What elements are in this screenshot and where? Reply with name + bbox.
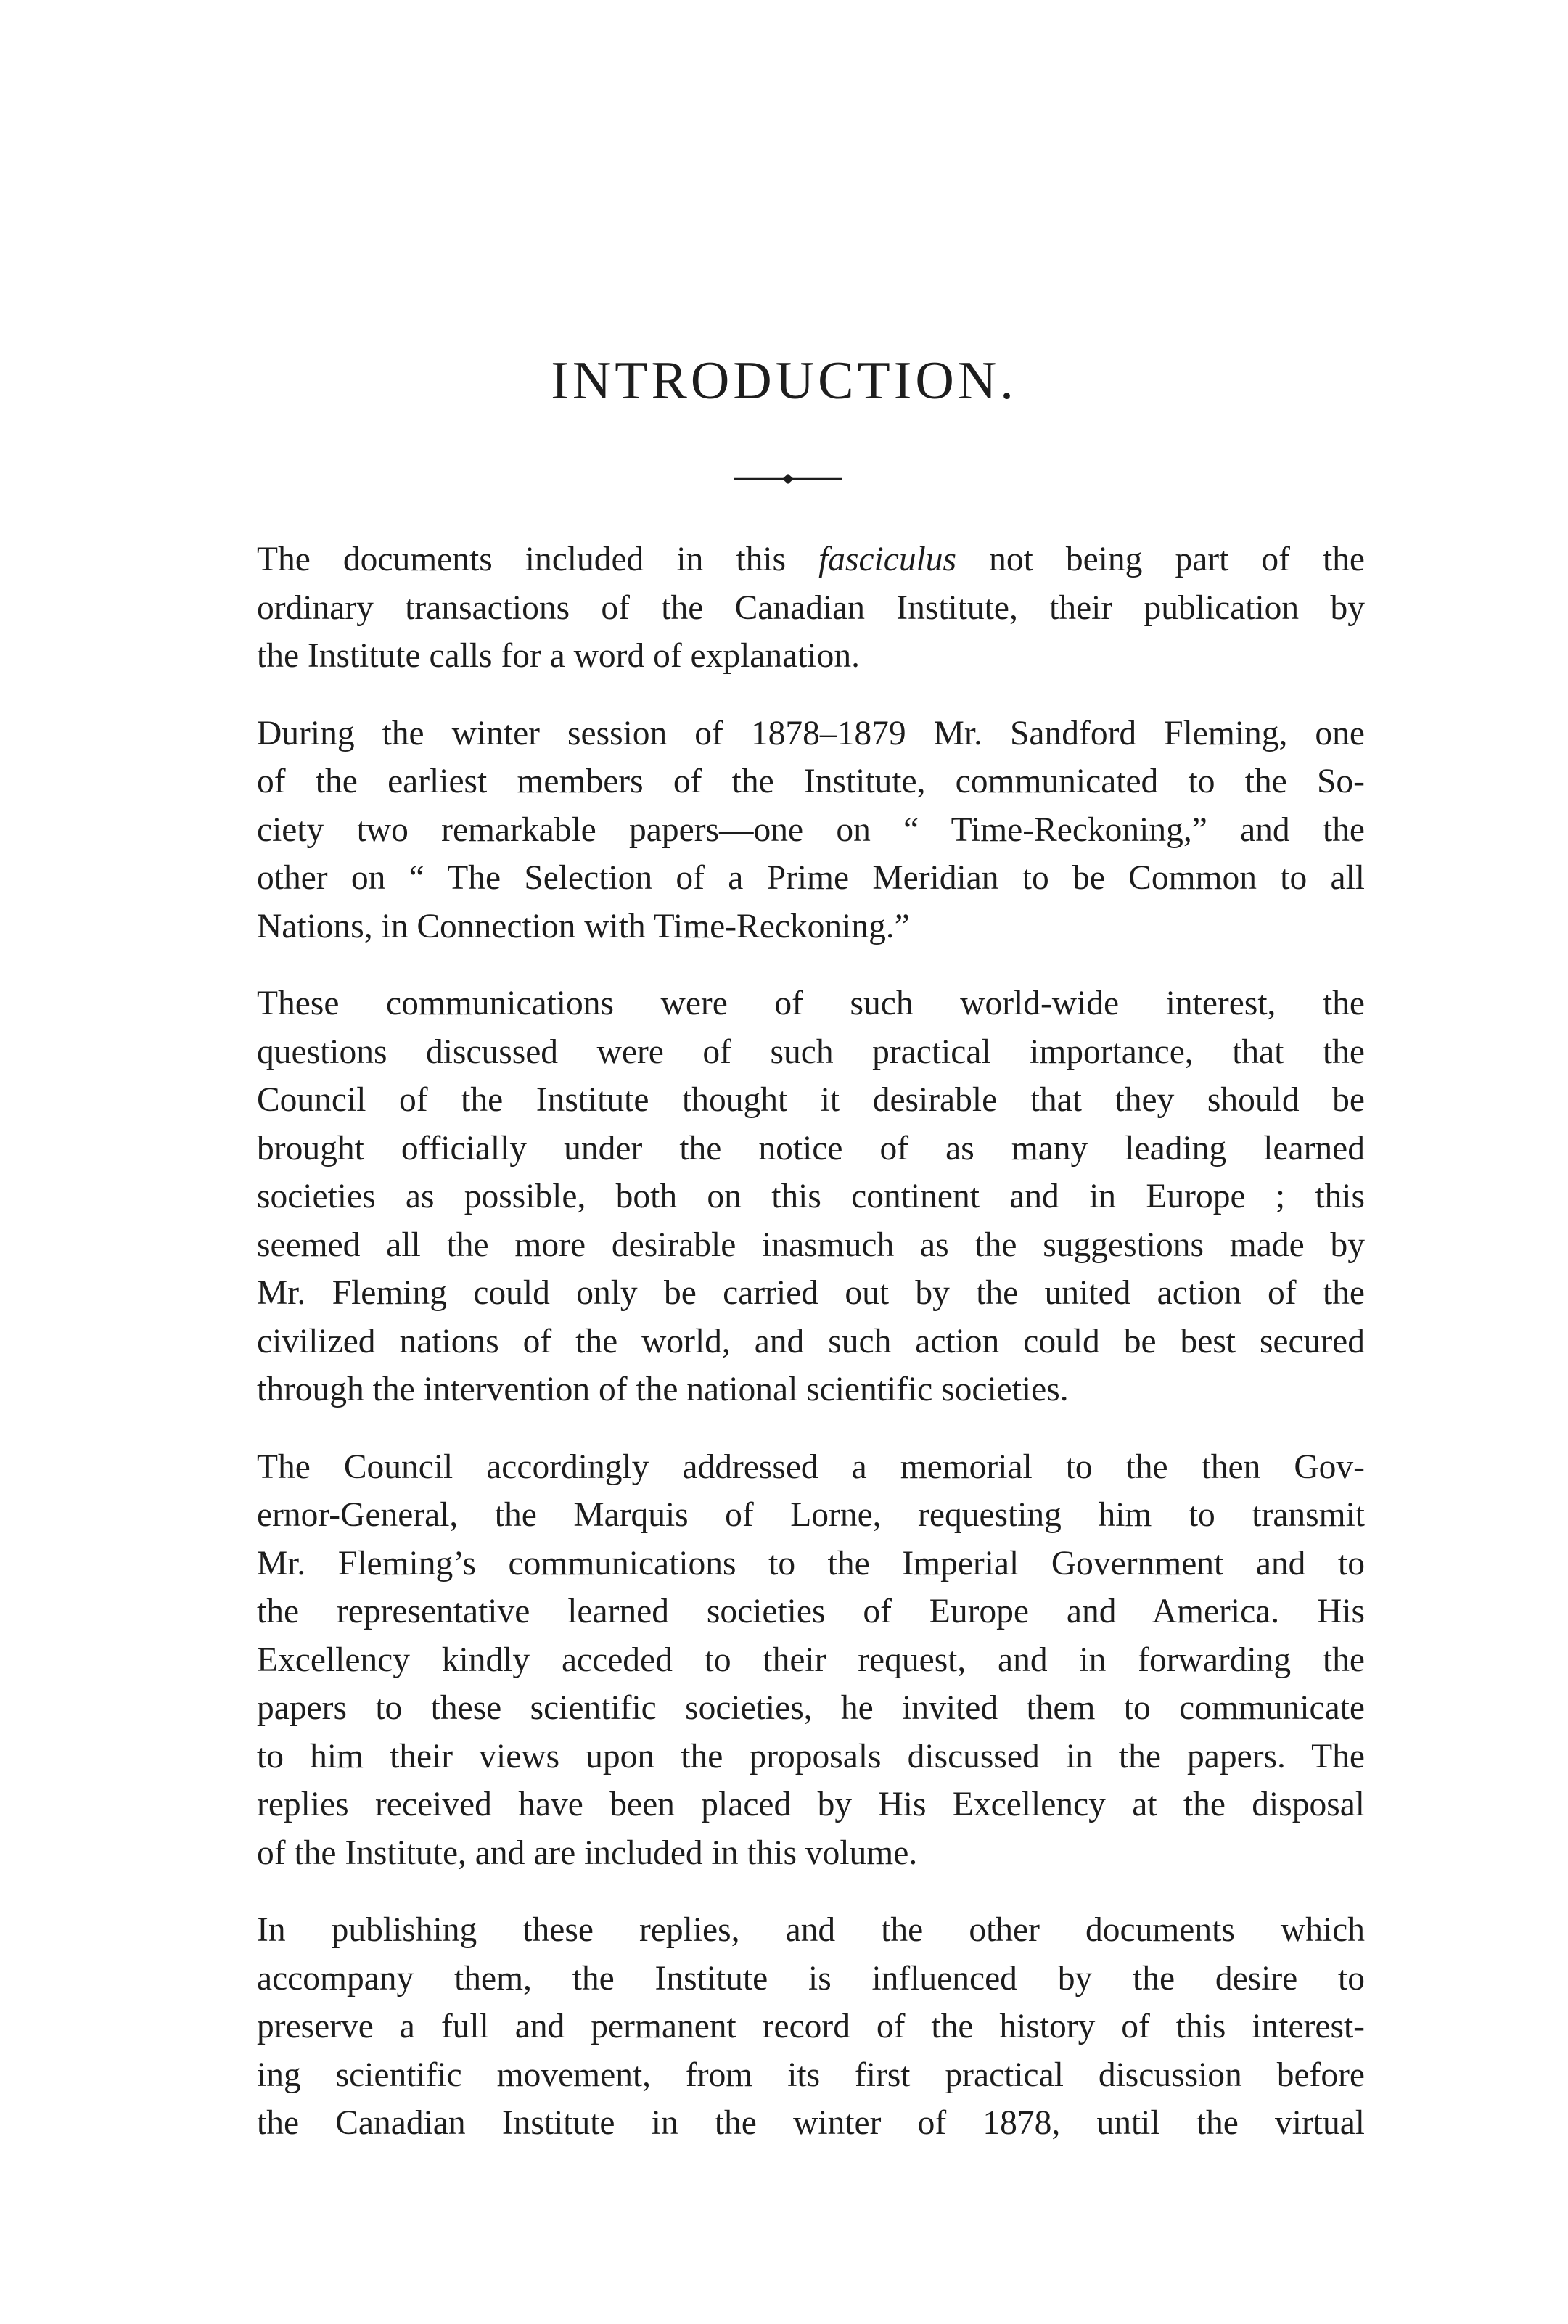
text-run: preserve a full and permanent record of the history of this interest- [257,2008,1365,2045]
text-run: through the intervention of the national scientific societies. [257,1371,1069,1408]
text-run: of the Institute, and are included in this volume. [257,1834,918,1872]
text-line [215,710,1365,758]
paragraph [215,1443,1365,1878]
text-line [215,1366,1365,1414]
text-run: civilized nations of the world, and such action could be best secured [257,1322,1365,1360]
text-run: other on “ The Selection of a Prime Meridian to be Common to all [257,859,1365,897]
text-run: The documents included in this [257,541,819,578]
text-line [215,1906,1365,1955]
text-run: seemed all the more desirable inasmuch as the suggestions made by [257,1225,1365,1264]
text-run: the representative learned societies of Europe and America. His [257,1593,1365,1630]
text-run: the Canadian Institute in the winter of 1878, until the virtual [257,2104,1365,2142]
text-line [215,854,1365,903]
paragraph [215,710,1365,951]
text-run: Excellency kindly acceded to their request, and in forwarding the [257,1641,1365,1679]
text-run: ernor-General, the Marquis of Lorne, requesting him to transmit [257,1496,1365,1534]
text-run: Mr. Fleming could only be carried out by the united action of the [257,1274,1365,1312]
text-line [215,1540,1365,1588]
paragraph [215,1906,1365,2148]
text-run: to him their views upon the proposals discussed in the papers. The [257,1737,1365,1775]
text-line [215,1173,1365,1221]
text-run: not being part of the [956,541,1365,578]
text-line [215,980,1365,1028]
text-line [215,2051,1365,2100]
text-run: Mr. Fleming’s communications to the Imperial Government and to [257,1544,1365,1582]
text-line [215,757,1365,806]
text-line [215,1443,1365,1492]
body-text [215,535,1365,2177]
text-line [215,584,1365,633]
text-line [215,1028,1365,1077]
text-line [215,1684,1365,1733]
text-run: the Institute calls for a word of explanation. [257,637,860,675]
text-run: Council of the Institute thought it desirable that they should be [257,1081,1365,1119]
text-line [215,1733,1365,1781]
text-line [215,632,1365,681]
text-line [215,1781,1365,1829]
text-line [215,2003,1365,2051]
text-line [215,1491,1365,1540]
text-line [215,903,1365,951]
text-line [215,1955,1365,2003]
text-run: replies received have been placed by His Excellency at the disposal [257,1786,1365,1823]
text-line [215,1829,1365,1878]
text-line [215,1588,1365,1636]
text-line [215,1269,1365,1318]
text-run: In publishing these replies, and the other documents which [257,1911,1365,1949]
text-run: These communications were of such world-wide interest, the [257,985,1365,1022]
text-line [215,1636,1365,1685]
text-line [215,2099,1365,2148]
text-run: questions discussed were of such practical importance, that the [257,1032,1365,1071]
text-line [215,1125,1365,1173]
text-run: papers to these scientific societies, he invited them to communicate [257,1689,1365,1727]
text-run: of the earliest members of the Institute, communicated to the So- [257,763,1365,800]
text-line [215,1076,1365,1125]
text-line [215,1221,1365,1270]
text-run: During the winter session of 1878–1879 Mr. Sandford Fleming, one [257,714,1365,752]
text-run: societies as possible, both on this continent and in Europe ; this [257,1178,1365,1215]
divider-ornament-icon [734,472,842,486]
text-line [215,1318,1365,1366]
text-run: ordinary transactions of the Canadian Institute, their publication by [257,588,1365,627]
text-run: The Council accordingly addressed a memorial to the then Gov- [257,1448,1365,1486]
paragraph [215,980,1365,1414]
text-run: ing scientific movement, from its first practical discussion before [257,2056,1365,2094]
paragraph [215,535,1365,681]
page-title: INTRODUCTION. [551,351,1017,411]
text-run: brought officially under the notice of as many leading learned [257,1129,1365,1167]
italic-term: fasciculus [818,541,957,578]
text-run: accompany them, the Institute is influenced by the desire to [257,1959,1365,1997]
text-line [215,535,1365,584]
text-run: ciety two remarkable papers—one on “ Time-Reckoning,” and the [257,810,1365,849]
text-line [215,806,1365,855]
text-run: Nations, in Connection with Time-Reckoning.” [257,907,910,945]
